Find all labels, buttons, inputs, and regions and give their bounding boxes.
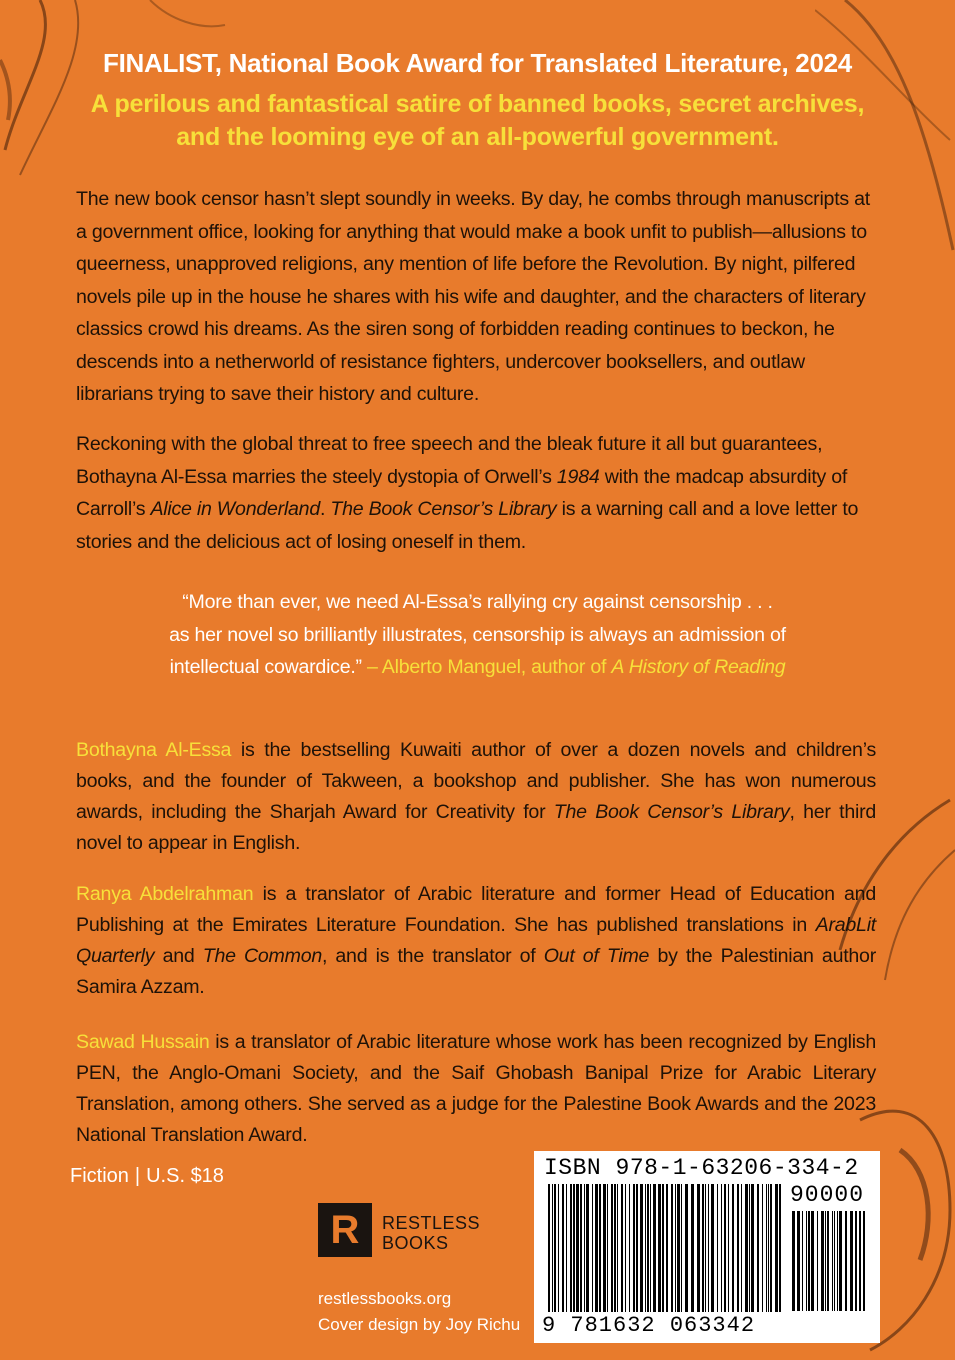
author-bio-title: The Book Censor’s Library [553, 800, 790, 823]
barcode-bar [621, 1184, 623, 1312]
barcode-bar [859, 1211, 861, 1311]
barcode-bar [751, 1184, 754, 1312]
barcode-bar [647, 1184, 649, 1312]
barcode-bar [584, 1184, 585, 1312]
barcode-bar [863, 1211, 865, 1311]
translator-1-pub-1: ArabLit Quarterly [76, 913, 876, 967]
barcode-bar [832, 1211, 833, 1311]
barcode-bar [721, 1184, 722, 1312]
genre-price-divider: | [134, 1165, 141, 1187]
barcode-price-code: 90000 [789, 1182, 864, 1208]
barcode-bars-addon [792, 1211, 868, 1311]
barcode-bar [636, 1184, 638, 1312]
barcode-bar [797, 1211, 800, 1311]
barcode-bar [675, 1184, 676, 1312]
author-bio-text-b: , her third novel to appear in English. [76, 800, 876, 854]
barcode-bar [611, 1184, 613, 1312]
genre-label: Fiction [70, 1165, 129, 1187]
quote-attribution: – Alberto Manguel, author of [361, 656, 612, 678]
barcode-bar [681, 1184, 682, 1312]
barcode-bar [779, 1184, 781, 1312]
translator-1-text-b: , and is the translator of [321, 944, 544, 967]
barcode-bar [671, 1184, 673, 1312]
barcode-bar [650, 1184, 651, 1312]
barcode-bar [711, 1184, 714, 1312]
barcode-bar [573, 1184, 575, 1312]
author-bio-text-a: is the bestselling Kuwaiti author of over a dozen novels and children’s books, and the founder of Takween, a bookshop and publisher. She has won numerous awards, including the Sharjah Award for Creativity for [76, 738, 877, 823]
barcode-bar [839, 1211, 842, 1311]
translator-2-bio [76, 1027, 876, 1151]
barcode-bar [717, 1184, 718, 1312]
p2-text-b: with the madcap absurdity of Carroll’s [76, 465, 848, 520]
barcode-bar [666, 1184, 668, 1312]
p2-text-a: Reckoning with the global threat to free speech and the bleak future it all but guarantees, Bothayna Al-Essa marries the steely dystopia of Orwell’s [76, 433, 823, 488]
barcode-bar [685, 1184, 688, 1312]
barcode-bar [770, 1184, 772, 1312]
barcode-bar [570, 1184, 572, 1312]
barcode-bar [658, 1184, 661, 1312]
barcode-bar [825, 1211, 826, 1311]
publisher-line-1: RESTLESS [382, 1213, 481, 1233]
barcode-bar [607, 1184, 608, 1312]
barcode-bar [595, 1184, 598, 1312]
barcode-bar [811, 1211, 814, 1311]
award-headline: FINALIST, National Book Award for Translated Literature, 2024 [103, 48, 852, 78]
barcode-bar [629, 1184, 630, 1312]
barcode-bar [792, 1211, 795, 1311]
cover-credit: Cover design by Joy Richu [318, 1315, 521, 1334]
isbn-label: ISBN 978-1-63206-334-2 [544, 1155, 859, 1181]
translator-1-text-c: by the Palestinian author Samira Azzam. [76, 944, 876, 998]
barcode-bar [732, 1184, 734, 1312]
p2-title-alice: Alice in Wonderland [150, 498, 320, 520]
barcode-bar [827, 1211, 829, 1311]
barcode-bar [562, 1184, 564, 1312]
barcode-bar [702, 1184, 704, 1312]
barcode-bar [614, 1184, 616, 1312]
barcode-bar [749, 1184, 750, 1312]
description-paragraph-1: The new book censor hasn’t slept soundly in weeks. By day, he combs through manuscripts at a government office, looking for anything that would make a book unfit to publish—allusions to queerness, unapproved religions, any mention of life before the Revolution. By night, pilfered novels pile up in the house he shares with his wife and daughter, and the characters of literary classics crowd his dreams. As the siren song of forbidden reading continues to beckon, he descends into a netherworld of resistance fighters, undercover booksellers, and outlaw librarians trying to save their history and culture. [76, 188, 870, 405]
barcode-bar [855, 1211, 857, 1311]
barcode-bar [728, 1184, 729, 1312]
translator-1-pub-2: The Common [202, 944, 322, 967]
barcode-bar [662, 1184, 664, 1312]
quote-attribution-title: A History of Reading [611, 656, 786, 678]
barcode-bar [566, 1184, 567, 1312]
barcode-bar [768, 1184, 769, 1312]
barcode-bar [653, 1184, 656, 1312]
quote-line-3 [120, 651, 835, 684]
barcode-bar [757, 1184, 759, 1312]
quote-text-end: intellectual cowardice.” [169, 656, 362, 678]
barcode-bar [580, 1184, 582, 1312]
quote-line-1: “More than ever, we need Al-Essa’s rallying cry against censorship . . . [182, 591, 773, 613]
p2-text-c: . [319, 498, 331, 520]
barcode-bar [817, 1211, 818, 1311]
p2-title-1984: 1984 [556, 465, 600, 488]
barcode-bar [640, 1184, 643, 1312]
author-bio [76, 735, 876, 859]
barcode-bar [737, 1184, 739, 1312]
description-paragraph-2 [76, 428, 876, 558]
barcode-digits: 9 781632 063342 [542, 1313, 756, 1338]
barcode-bar [808, 1211, 810, 1311]
barcode-bar [552, 1184, 553, 1312]
logo-letter: R [330, 1208, 360, 1252]
barcode-bar [766, 1184, 767, 1312]
author-name: Bothayna Al-Essa [76, 738, 232, 761]
p2-text-d: is a warning call and a love letter to stories and the delicious act of losing oneself in them. [76, 498, 859, 553]
barcode-bar [762, 1184, 763, 1312]
barcode-bar [834, 1211, 835, 1311]
barcode-bar [576, 1184, 579, 1312]
isbn-barcode [534, 1151, 880, 1343]
restless-books-logo-icon [318, 1203, 372, 1257]
tagline-line-1: A perilous and fantastical satire of banned books, secret archives, [90, 90, 865, 118]
barcode-bar [554, 1184, 556, 1312]
barcode-bar [705, 1184, 706, 1312]
barcode-bar [603, 1184, 606, 1312]
price-label: U.S. $18 [146, 1165, 224, 1187]
barcode-bar [677, 1184, 680, 1312]
barcode-bar [708, 1184, 709, 1312]
barcode-bar [821, 1211, 824, 1311]
barcode-bar [802, 1211, 803, 1311]
barcode-bar [548, 1184, 550, 1312]
barcode-bar [837, 1211, 838, 1311]
tagline [40, 88, 915, 154]
barcode-bar [645, 1184, 646, 1312]
barcode-bar [806, 1211, 807, 1311]
barcode-bar [697, 1184, 700, 1312]
barcode-bar [775, 1184, 778, 1312]
translator-2-name: Sawad Hussain [76, 1030, 210, 1053]
tagline-line-2: and the looming eye of an all-powerful government. [176, 123, 779, 151]
quote-line-2: as her novel so brilliantly illustrates, censorship is always an admission of [169, 623, 786, 646]
publisher-name [382, 1213, 480, 1253]
barcode-bar [625, 1184, 626, 1312]
translator-2-text: is a translator of Arabic literature whose work has been recognized by English PEN, the Anglo-Omani Society, and the Saif Ghobash Banipal Prize for Arabic Literary Translation, among others. She served as a judge for the Palestine Book Awards and the 2023 National Translation Award. [76, 1030, 876, 1146]
translator-1-bio [76, 879, 876, 1003]
genre-price [70, 1165, 224, 1188]
translator-1-book: Out of Time [543, 944, 650, 967]
barcode-bar [691, 1184, 694, 1312]
barcode-bar [745, 1184, 748, 1312]
barcode-bar [741, 1184, 742, 1312]
p2-book-title: The Book Censor’s Library [330, 498, 557, 520]
publisher-website: restlessbooks.org [318, 1289, 452, 1308]
translator-1-text-a: is a translator of Arabic literature and former Head of Education and Publishing at the Emirates Literature Foundation. She has published translations in [76, 882, 876, 936]
barcode-bar [592, 1184, 593, 1312]
barcode-bar [633, 1184, 635, 1312]
barcode-bars-main [548, 1184, 784, 1312]
barcode-bar [586, 1184, 589, 1312]
barcode-bar [558, 1184, 559, 1312]
barcode-bar [845, 1211, 847, 1311]
publisher-line-2: BOOKS [382, 1233, 449, 1253]
review-quote [120, 586, 835, 684]
translator-1-and: and [154, 944, 203, 967]
barcode-bar [617, 1184, 618, 1312]
barcode-bar [599, 1184, 601, 1312]
barcode-bar [724, 1184, 726, 1312]
translator-1-name: Ranya Abdelrahman [76, 882, 254, 905]
barcode-bar [850, 1211, 853, 1311]
